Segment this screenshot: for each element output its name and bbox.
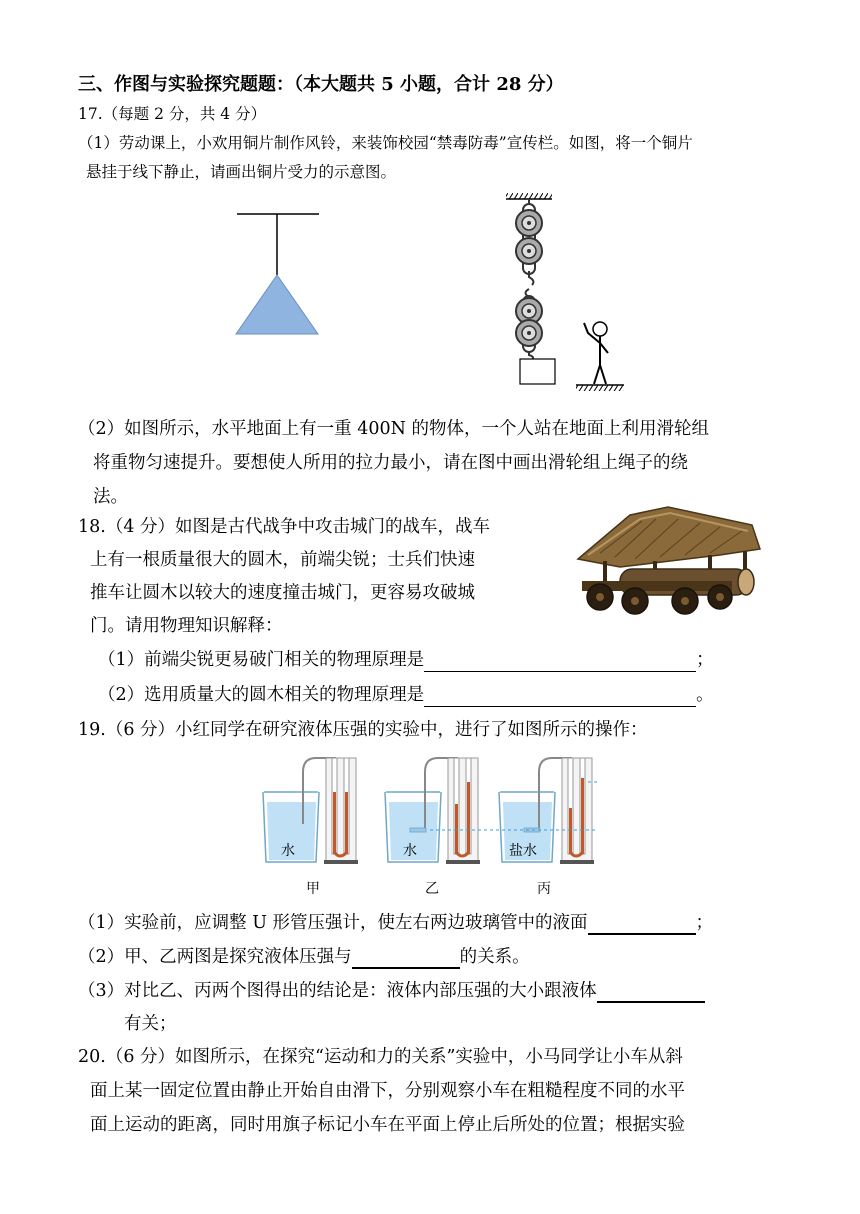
figure-jia	[263, 758, 358, 864]
q17-p1-line2: 悬挂于线下静止，请画出铜片受力的示意图。	[86, 163, 397, 181]
q18-line1: 18.（4 分）如图是古代战争中攻击城门的战车，战车	[78, 517, 491, 537]
caption-yi: 乙	[425, 881, 439, 897]
beaker-label-jia: 水	[281, 843, 295, 859]
weight-box	[520, 359, 555, 384]
copper-triangle	[236, 275, 318, 334]
q20-line2: 面上某一固定位置由静止开始自由滑下，分别观察小车在粗糙程度不同的水平	[90, 1081, 685, 1101]
q19-line1: 19.（6 分）小红同学在研究液体压强的实验中，进行了如图所示的操作：	[78, 720, 648, 740]
q19-sub1-answer-blank[interactable]	[588, 913, 696, 935]
q20-line3: 面上运动的距离，同时用旗子标记小车在平面上停止后所处的位置；根据实验	[90, 1115, 685, 1135]
figure-yi	[385, 758, 480, 864]
q18-line4: 门。请用物理知识解释：	[90, 616, 283, 636]
battering-ram-chariot-image	[560, 497, 770, 619]
q17-p2-line3: 法。	[93, 487, 128, 507]
beaker-label-bing: 盐水	[509, 843, 537, 859]
q17-p1-line1: （1）劳动课上，小欢用铜片制作风铃，来装饰校园“禁毒防毒”宣传栏。如图，将一个铜片	[78, 134, 693, 152]
person-head	[593, 322, 607, 336]
liquid-pressure-figures	[258, 752, 608, 898]
q19-sub3-text: （3）对比乙、丙两个图得出的结论是：液体内部压强的大小跟液体	[78, 981, 597, 1001]
caption-bing: 丙	[537, 881, 551, 897]
ceiling-hatch	[506, 193, 552, 199]
q18-sub1-answer-blank[interactable]	[424, 651, 696, 672]
q19-sub3	[78, 979, 705, 1003]
q18-sub2-answer-blank[interactable]	[424, 686, 696, 707]
q17-header: 17.（每题 2 分，共 4 分）	[78, 105, 267, 123]
hanging-copper-piece-figure	[225, 205, 330, 340]
section-title: 三、作图与实验探究题题：（本大题共 5 小题，合计 28 分）	[78, 74, 564, 95]
q17-p2-line1: （2）如图所示，水平地面上有一重 400N 的物体，一个人站在地面上利用滑轮组	[78, 419, 709, 439]
q18-sub2-text: （2）选用质量大的圆木相关的物理原理是	[98, 685, 425, 705]
q18-line3: 推车让圆木以较大的速度撞击城门，更容易攻破城	[90, 583, 475, 603]
q19-sub3-line2: 有关；	[124, 1014, 177, 1034]
q19-sub1-text: （1）实验前，应调整 U 形管压强计，使左右两边玻璃管中的液面	[78, 913, 588, 933]
q18-sub1: （1）前端尖锐更易破门相关的物理原理是 ；	[98, 650, 714, 670]
beaker-label-yi: 水	[403, 843, 417, 859]
q17-p2-line2: 将重物匀速提升。要想使人所用的拉力最小，请在图中画出滑轮组上绳子的绕	[93, 453, 688, 473]
q20-line1: 20.（6 分）如图所示，在探究“运动和力的关系”实验中，小马同学让小车从斜	[78, 1047, 683, 1067]
q19-sub2-answer-blank[interactable]	[352, 947, 460, 969]
q19-sub3-answer-blank[interactable]	[597, 981, 705, 1003]
pulley-system-figure	[498, 193, 638, 398]
q18-sub1-text: （1）前端尖锐更易破门相关的物理原理是	[98, 650, 425, 670]
q18-sub2: （2）选用质量大的圆木相关的物理原理是 。	[98, 685, 714, 705]
q18-line2: 上有一根质量很大的圆木，前端尖锐；士兵们快速	[90, 550, 475, 570]
q19-sub2: （2）甲、乙两图是探究液体压强与 的关系。	[78, 947, 530, 967]
q19-sub1: （1）实验前，应调整 U 形管压强计，使左右两边玻璃管中的液面 ；	[78, 913, 714, 933]
q19-sub2-text: （2）甲、乙两图是探究液体压强与	[78, 947, 352, 967]
caption-jia: 甲	[306, 881, 320, 897]
